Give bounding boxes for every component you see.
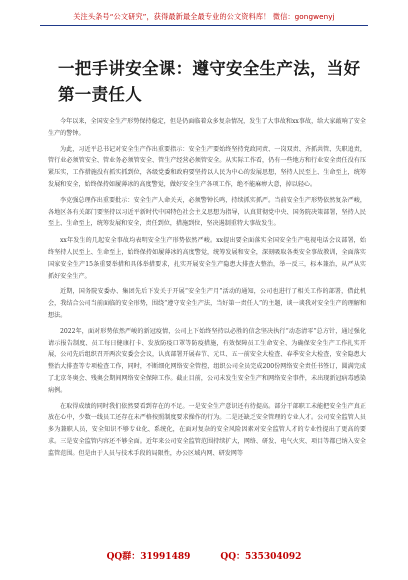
paragraph: 李克强总理作出重要批示：安全生产人命关天，必须警钟长鸣，持续抓实抓严。当前安全生产形势依然复杂严峻，各地区各有关部门要坚持以习近平新时代中国特色社会主义思想为指导，认真贯彻党中央、国务院决策部署，坚持人民至上、生命至上，统筹发展和安全，责任到位，措施到位，坚决遏制重特大事故发生。 xyxy=(48,196,366,228)
document-body xyxy=(48,56,366,460)
header-banner xyxy=(0,6,408,28)
footer-qq: QQ：535304092 xyxy=(220,551,302,562)
footer-qq-group: QQ群：31991489 xyxy=(106,551,191,562)
header-banner-text: 关注头条号“公文研究”，获得最新最全最专业的公文资料库！ 微信：gongwenyj xyxy=(73,12,335,21)
paragraph: xx年发生的几起安全事故均表明安全生产形势依然严峻。xx提出要全面落实全国安全生产电视电话会议部署，始终坚持人民至上、生命至上，始终保持如履薄冰的高度警觉，统筹发展和安全，深刻吸取各类安全事故教训，全面落实国家安全生产15条重要举措和具体举措要求，扎实开展安全生产隐患大排查大整治，举一反三，标本兼治，从严从实抓好安全生产。 xyxy=(48,237,366,280)
paragraph: 今年以来，全国安全生产形势保持稳定，但是仍面临着众多复杂情况，发生了大事故和xx事故，给大家敲响了安全生产的警钟。 xyxy=(48,118,366,137)
paragraph: 为此，习近平总书记对安全生产作出重要指示：安全生产要始终坚持党政同责、一岗双责、齐抓共管、失职追责，管行业必须管安全、管业务必须管安全、管生产经营必须管安全。从实际工作看，仍有一些地方和行业安全责任没有压紧压实，工作措施没有抓实抓到位，各级党委和政府要坚持以人民为中心的发展思想，坚持人民至上、生命至上，统筹发展和安全，始终保持如履薄冰的高度警觉，做好安全生产各项工作，绝不能麻痹大意，掉以轻心。 xyxy=(48,145,366,188)
footer-contact xyxy=(0,545,408,565)
paragraph: 近期，国务院安委办、集团先后下发关于开展“安全生产月”活动的通知，公司也进行了相关工作的部署，借此机会，我结合公司当前面临的安全形势，围绕“遵守安全生产法，当好第一责任人”的主题，谈一谈我对安全生产的理解和想法。 xyxy=(48,288,366,319)
paragraph: 2022年，面对形势依然严峻的新冠疫情，公司上下始终坚持以必胜的信念坚决执行“动态清零”总方针，通过强化请示报告制度、员工每日健康打卡、发放防疫口罩等防疫措施，有效保障员工生命安全、为确保安全生产工作扎实开展，公司先后组织召开两次安委会会议，认真部署开展春节、元旦、五一前安全大检查、春季安全大检查，安全隐患大整治大排查等专项检查工作，同时，不断细化网络安全管控，组织公司全员完成200份网络安全责任书签订，圆满完成了北京冬奥会、残奥会期间网络安全保障工作。截止目前，公司未发生安全生产和网络安全事件，未出现新冠病毒感染病例。 xyxy=(48,327,366,394)
header-divider xyxy=(40,25,368,26)
paragraph: 在取得成绩的同时我们依然要看到存在的不足。一是安全生产意识还有待提高。部分干部职工未能把安全生产真正放在心中，少数一线员工还存在未严格按照制度要求操作的行为。二是还缺乏安全管理的专业人才。公司安全监管人员多为兼职人员，安全知识不够专业化、系统化，在面对复杂的安全风险因素对安全监管人才的专业性提出了更高的要求。三是安全监管内容还不够全面。近年来公司安全监管范围持续扩大，网络、研发、电气火灾、项目等都已纳入安全监管范围。但是由于人员与技术手段的局限性，办公区域内网、研发网等 xyxy=(48,402,366,457)
document-title: 一把手讲安全课：遵守安全生产法，当好第一责任人 xyxy=(58,59,361,104)
